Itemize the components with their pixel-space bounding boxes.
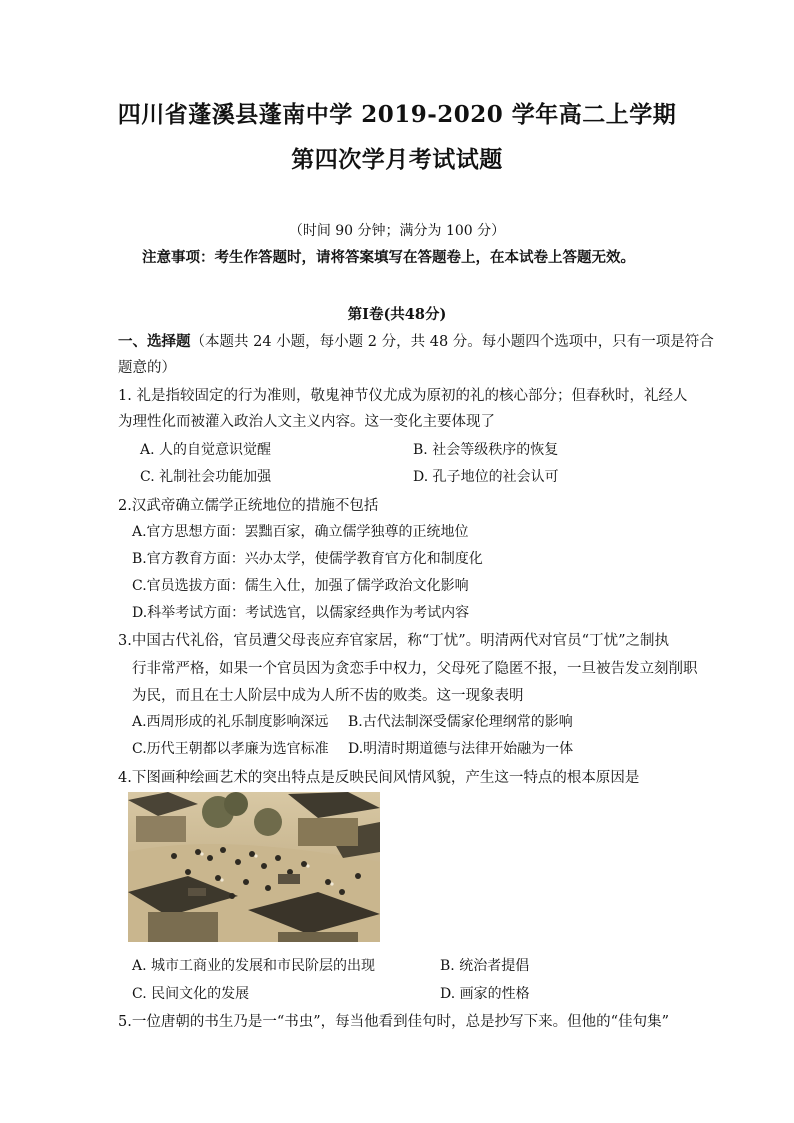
question-1-option-d: D. 孔子地位的社会认可 <box>413 469 559 485</box>
question-3-option-a: A.西周形成的礼乐制度影响深远 <box>132 714 329 730</box>
question-4-option-a: A. 城市工商业的发展和市民阶层的出现 <box>132 958 376 974</box>
question-3-line1: 3.中国古代礼俗，官员遭父母丧应弃官家居，称“丁忧”。明清两代对官员“丁忧”之制执 <box>118 633 669 649</box>
part-title: 第Ⅰ卷(共48分) <box>347 306 447 323</box>
question-4-option-b: B. 统治者提倡 <box>440 958 530 974</box>
question-4-option-d: D. 画家的性格 <box>440 986 530 1002</box>
section-heading-cont: 题意的） <box>118 360 176 376</box>
question-1-line1: 1. 礼是指较固定的行为准则，敬鬼神节仪尤成为原初的礼的核心部分；但春秋时，礼经人 <box>118 388 688 404</box>
question-4-option-c: C. 民间文化的发展 <box>132 986 250 1002</box>
question-2-option-c: C.官员选拔方面：儒生入仕，加强了儒学政治文化影响 <box>132 578 469 594</box>
question-2-option-a: A.官方思想方面：罢黜百家，确立儒学独尊的正统地位 <box>132 524 469 540</box>
question-2-line1: 2.汉武帝确立儒学正统地位的措施不包括 <box>118 498 379 514</box>
question-3-option-b: B.古代法制深受儒家伦理纲常的影响 <box>348 714 573 730</box>
question-1-option-c: C. 礼制社会功能加强 <box>140 469 272 485</box>
question-3-option-d: D.明清时期道德与法律开始融为一体 <box>348 741 574 757</box>
qingming-painting-image <box>128 792 380 942</box>
question-1-line2: 为理性化而被灌入政治人文主义内容。这一变化主要体现了 <box>118 414 495 430</box>
exam-notice: 注意事项：考生作答题时，请将答案填写在答题卷上，在本试卷上答题无效。 <box>142 249 635 266</box>
section-heading-bold: 一、选择题 <box>118 333 191 350</box>
section-heading-rest: （本题共 24 小题，每小题 2 分，共 48 分。每小题四个选项中，只有一项是符合 <box>190 334 714 350</box>
question-1-option-a: A. 人的自觉意识觉醒 <box>140 442 272 458</box>
question-3-line2: 行非常严格，如果一个官员因为贪恋手中权力，父母死了隐匿不报，一旦被告发立刻削职 <box>132 661 698 677</box>
question-5-line1: 5.一位唐朝的书生乃是一“书虫”，每当他看到佳句时，总是抄写下来。但他的“佳句集” <box>118 1014 669 1030</box>
question-2-option-d: D.科举考试方面：考试选官，以儒家经典作为考试内容 <box>132 605 470 621</box>
section-heading <box>118 330 714 351</box>
question-3-option-c: C.历代王朝都以孝廉为选官标准 <box>132 741 329 757</box>
exam-title-line1: 四川省蓬溪县蓬南中学 2019-2020 学年高二上学期 <box>117 101 677 128</box>
exam-time-score: （时间 90 分钟；满分为 100 分） <box>288 223 506 239</box>
question-1-option-b: B. 社会等级秩序的恢复 <box>413 442 559 458</box>
question-4-line1: 4.下图画种绘画艺术的突出特点是反映民间风情风貌，产生这一特点的根本原因是 <box>118 770 640 786</box>
question-2-option-b: B.官方教育方面：兴办太学，使儒学教育官方化和制度化 <box>132 551 483 567</box>
question-3-line3: 为民，而且在士人阶层中成为人所不齿的败类。这一现象表明 <box>132 688 524 704</box>
exam-title-line2: 第四次学月考试试题 <box>291 146 503 173</box>
